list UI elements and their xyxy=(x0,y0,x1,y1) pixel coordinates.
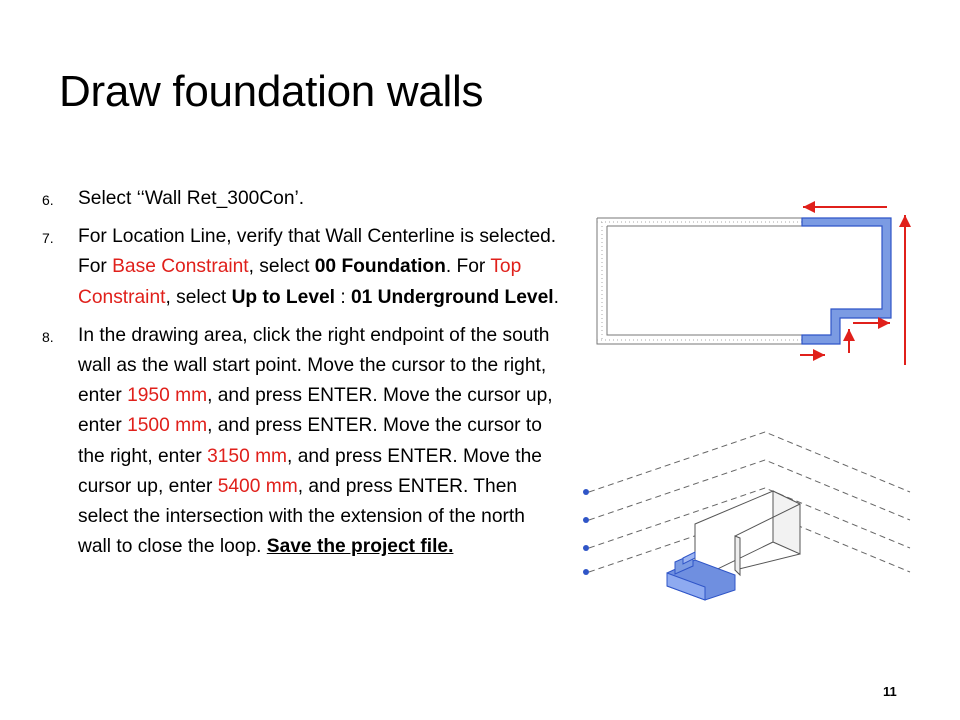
wall-hatch xyxy=(597,222,803,340)
instruction-list xyxy=(42,184,562,570)
step-number: 8. xyxy=(42,328,54,345)
step-text-segment: , select xyxy=(165,286,232,308)
step-text-segment: Select ‘‘Wall Ret_300Con’. xyxy=(78,188,305,209)
step-8 xyxy=(42,321,562,563)
step-text-segment: : xyxy=(335,286,351,308)
step-text-segment: , and press ENTER. Move the cursor up, enter xyxy=(78,445,542,497)
step-text-segment: , and press ENTER. Move the cursor to the right, enter xyxy=(78,415,542,467)
top-constraint-term: Top Constraint xyxy=(78,256,522,308)
floor-plan-diagram xyxy=(585,195,925,380)
step-text-segment: For Location Line, verify that Wall Centerline is selected. For xyxy=(78,226,557,278)
new-foundation-wall xyxy=(802,218,891,344)
save-project-instruction: Save the project file. xyxy=(266,536,454,558)
step-number: 7. xyxy=(42,230,54,247)
slide-title: Draw foundation walls xyxy=(59,67,484,116)
step-text-segment: , select xyxy=(248,256,315,278)
distance-value: 3150 mm xyxy=(207,445,288,467)
underground-level-value: 01 Underground Level xyxy=(351,286,554,308)
step-text-segment: . For xyxy=(445,256,491,278)
page-number: 11 xyxy=(883,684,897,699)
step-8-text xyxy=(78,325,553,557)
step-7-text xyxy=(78,226,559,307)
step-6 xyxy=(42,184,562,214)
distance-value: 1500 mm xyxy=(127,415,208,437)
distance-value: 5400 mm xyxy=(217,475,298,497)
up-to-level-value: Up to Level xyxy=(231,286,335,308)
step-7 xyxy=(42,222,562,313)
distance-value: 1950 mm xyxy=(127,385,208,407)
step-text-segment: In the drawing area, click the right endpoint of the south wall as the wall start point. Move the cursor to the right, enter xyxy=(78,324,550,407)
base-constraint-term: Base Constraint xyxy=(112,256,249,278)
step-6-text xyxy=(78,188,304,209)
level-marker-icons xyxy=(583,489,589,575)
step-text-segment: . xyxy=(553,286,559,308)
step-text-segment: , and press ENTER. Move the cursor up, enter xyxy=(78,385,553,437)
existing-walls xyxy=(597,218,803,344)
step-text-segment: , and press ENTER. Then select the intersection with the extension of the north wall to close the loop. xyxy=(78,475,525,558)
step-number: 6. xyxy=(42,192,54,208)
foundation-level-value: 00 Foundation xyxy=(314,256,446,278)
isometric-3d-view xyxy=(575,420,920,610)
